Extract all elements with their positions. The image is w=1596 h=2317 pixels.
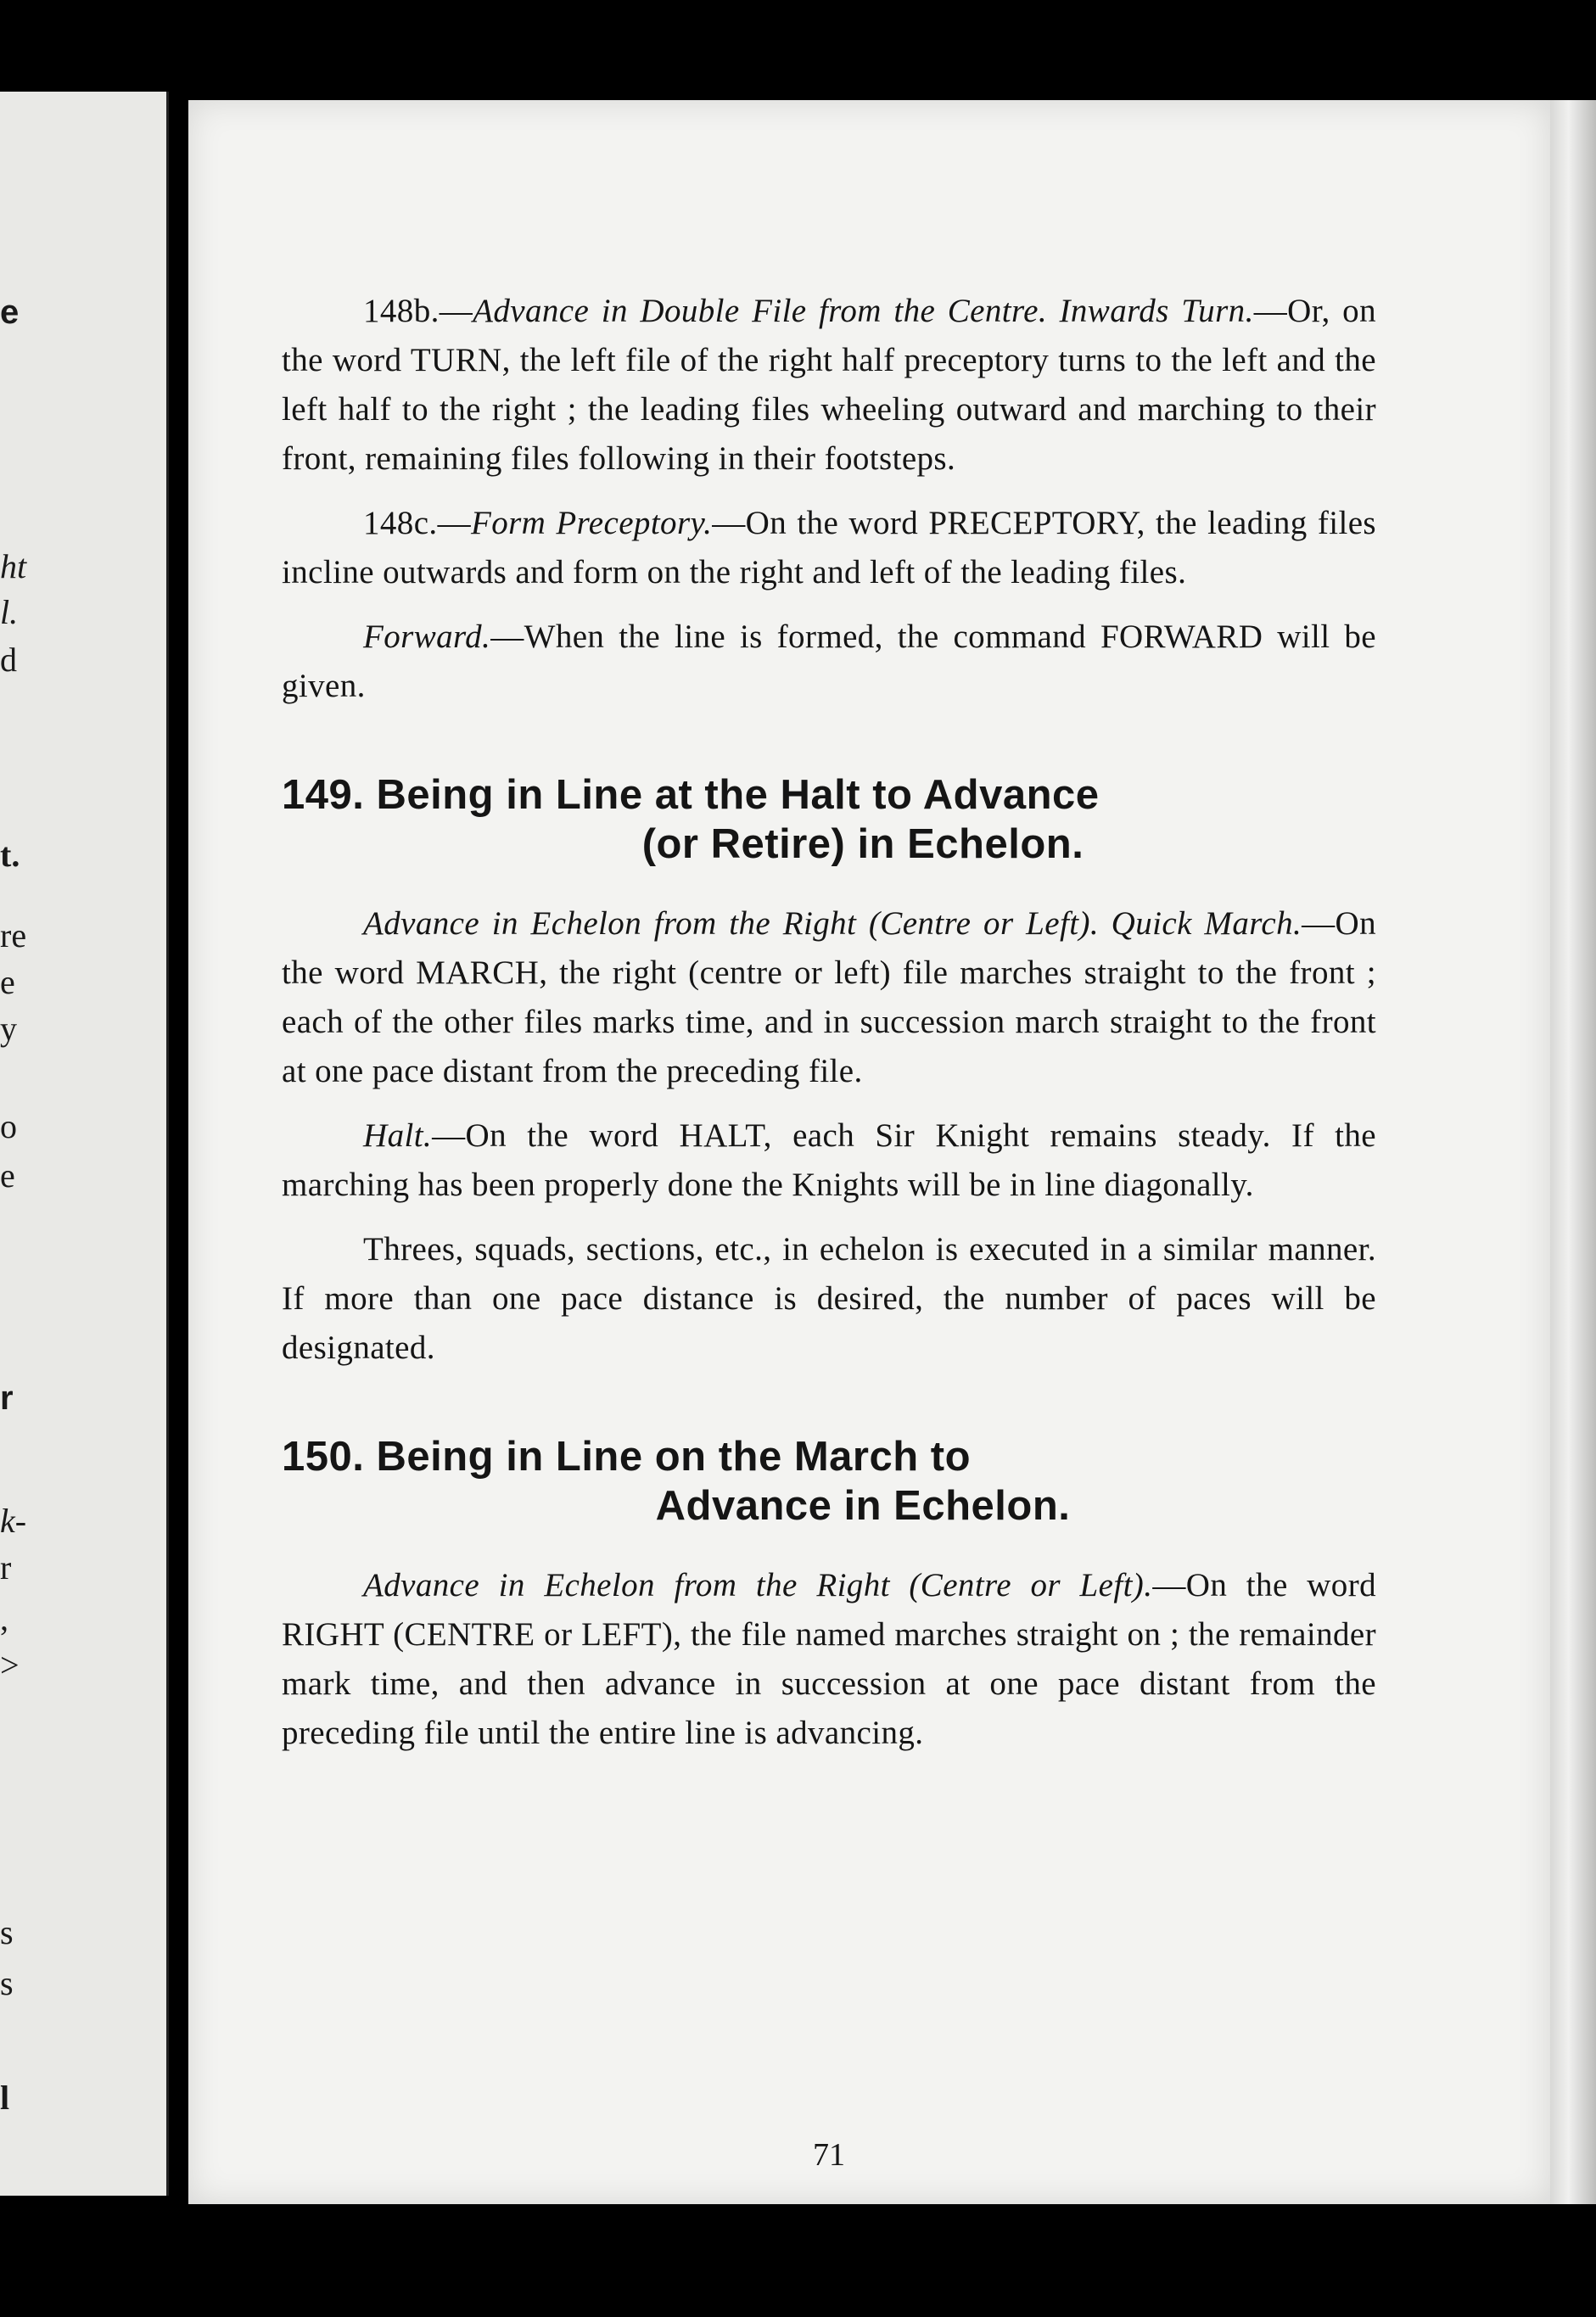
facing-page-fragment: o <box>0 1107 17 1145</box>
section-title-line2: (or Retire) in Echelon. <box>641 821 1084 867</box>
section-heading-150 <box>282 1432 1376 1531</box>
facing-page-fragment: e <box>0 294 20 331</box>
paragraph-title: Form Preceptory. <box>470 505 713 541</box>
facing-page-fragment: s <box>0 1964 14 2002</box>
paragraph-148b: 148b.—Advance in Double File from the Centre. Inwards Turn.—Or, on the word TURN, the left file of the right half preceptory turns to the left and the left half to the right ; the leading files wheeling outward and marching to their front, remaining files following in their footsteps. <box>282 293 1376 477</box>
paragraph-149-halt: Halt.—On the word HALT, each Sir Knight remains steady. If the marching has been properly done the Knights will be in line diagonally. <box>282 1117 1376 1203</box>
facing-page <box>0 92 169 2196</box>
book-page <box>188 100 1550 2204</box>
facing-page-fragment: , <box>0 1599 8 1637</box>
paragraph-text: On the word PRECEPTORY, the leading files incline outwards and form on the right and left of the leading files. <box>282 505 1377 590</box>
section-title-line1: Being in Line on the March to <box>376 1434 971 1480</box>
facing-page-fragment: t. <box>0 836 20 874</box>
facing-page-fragment: s <box>0 1913 14 1951</box>
section-number: 149. <box>282 772 365 818</box>
section-number: 150. <box>282 1434 365 1480</box>
facing-page-fragment: re <box>0 916 27 954</box>
paragraph-149-threes <box>282 1225 1376 1373</box>
page-edge <box>1550 100 1596 2204</box>
paragraph-title: Advance in Echelon from the Right (Centre or Left). <box>363 1567 1153 1603</box>
facing-page-fragment: l <box>0 2079 10 2117</box>
page-number: 71 <box>813 2137 845 2173</box>
paragraph-title: Halt. <box>363 1117 433 1154</box>
paragraph-text: On the word RIGHT (CENTRE or LEFT), the file named marches straight on ; the remainder mark time, and then advance in succession at one pace distant from the preceding file until the entire line is advancing. <box>282 1567 1376 1751</box>
paragraph-title: Advance in Double File from the Centre. Inwards Turn. <box>473 293 1254 329</box>
facing-page-fragment: e <box>0 963 15 1001</box>
paragraph-text: On the word HALT, each Sir Knight remains steady. If the marching has been properly done the Knights will be in line diagonally. <box>282 1117 1376 1203</box>
paragraph-title: Advance in Echelon from the Right (Centre or Left). Quick March. <box>363 905 1302 942</box>
paragraph-text: Or, on the word TURN, the left file of the right half preceptory turns to the left and the left half to the right ; the leading files wheeling outward and marching to their front, remaining files following in their footsteps. <box>282 293 1376 477</box>
facing-page-fragment: > <box>0 1646 20 1684</box>
paragraph-title: Forward. <box>363 618 491 655</box>
paragraph-forward: Forward.—When the line is formed, the command FORWARD will be given. <box>282 618 1376 704</box>
paragraph-149-advance: Advance in Echelon from the Right (Centre or Left). Quick March.—On the word MARCH, the right (centre or left) file marches straight to the front ; each of the other files marks time, and in succession march straight to the front at one pace distant from the preceding file. <box>282 905 1376 1089</box>
paragraph-number: 148c. <box>363 505 438 541</box>
section-title-line1: Being in Line at the Halt to Advance <box>376 772 1100 818</box>
facing-page-fragment: k- <box>0 1502 27 1540</box>
facing-page-fragment: l. <box>0 593 19 631</box>
paragraph-150-advance: Advance in Echelon from the Right (Centre or Left).—On the word RIGHT (CENTRE or LEFT), the file named marches straight on ; the remainder mark time, and then advance in succession at one pace distant from the preceding file until the entire line is advancing. <box>282 1567 1376 1751</box>
section-title-line2: Advance in Echelon. <box>655 1483 1071 1529</box>
paragraph-text: On the word MARCH, the right (centre or left) file marches straight to the front ; each of the other files marks time, and in succession march straight to the front at one pace distant from the preceding file. <box>282 905 1376 1089</box>
section-heading-149 <box>282 770 1376 869</box>
paragraph-148c: 148c.—Form Preceptory.—On the word PRECEPTORY, the leading files incline outwards and form on the right and left of the leading files. <box>282 505 1377 590</box>
facing-page-fragment: d <box>0 641 17 679</box>
paragraph-text: When the line is formed, the command FORWARD will be given. <box>282 618 1376 704</box>
facing-page-fragment: e <box>0 1156 15 1195</box>
facing-page-fragment: y <box>0 1010 17 1048</box>
facing-page-fragment: r <box>0 1380 14 1417</box>
paragraph-text: Threes, squads, sections, etc., in echelon is executed in a similar manner. If more than one pace distance is desired, the number of paces will be designated. <box>282 1231 1376 1366</box>
paragraph-number: 148b. <box>363 293 440 329</box>
page-text <box>282 287 1377 2173</box>
facing-page-fragment: ht <box>0 547 27 585</box>
facing-page-fragment: r <box>0 1548 12 1587</box>
